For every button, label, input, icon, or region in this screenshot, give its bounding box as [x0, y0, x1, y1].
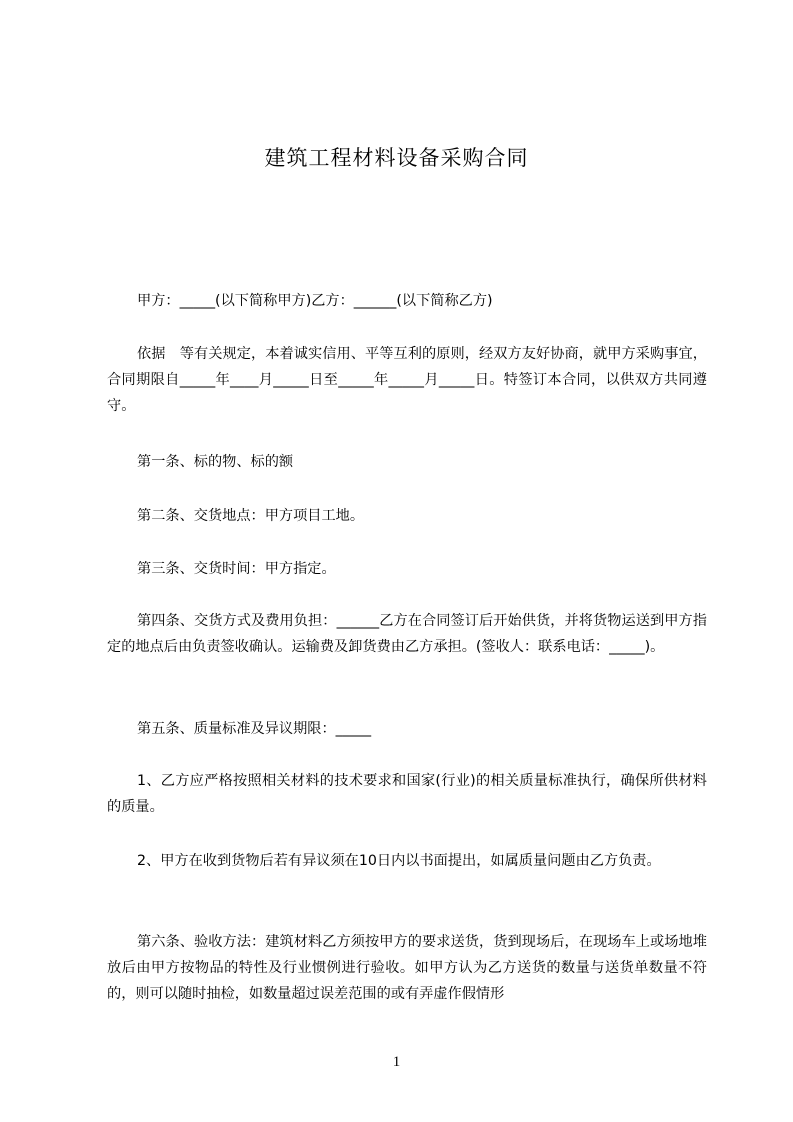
- article-6: 第六条、验收方法：建筑材料乙方须按甲方的要求送货，货到现场后，在现场车上或场地堆放后由甲方按物品的特性及行业惯例进行验收。如甲方认为乙方送货的数量与送货单数量不符的，则可以随时抽检，如数量超过误差范围的或有弄虚作假情形: [107, 934, 707, 1002]
- preamble-paragraph: 依据 等有关规定，本着诚实信用、平等互利的原则，经双方友好协商，就甲方采购事宜，合同期限自_____年____月_____日至_____年_____月_____日。特签订本合同，以供双方共同遵守。: [107, 346, 707, 414]
- article-5-item-2: 2、甲方在收到货物后若有异议须在10日内以书面提出，如属质量问题由乙方负责。: [137, 853, 661, 869]
- article-3: 第三条、交货时间：甲方指定。: [137, 561, 336, 577]
- parties-paragraph: 甲方：_____(以下简称甲方)乙方：______(以下简称乙方): [137, 293, 493, 309]
- article-5-item-1: 1、乙方应严格按照相关材料的技术要求和国家(行业)的相关质量标准执行，确保所供材料的质量。: [107, 773, 707, 815]
- article-1: 第一条、标的物、标的额: [137, 454, 294, 470]
- article-4: 第四条、交货方式及费用负担：______乙方在合同签订后开始供货，并将货物运送到甲方指定的地点后由负责签收确认。运输费及卸货费由乙方承担。(签收人：联系电话：_____)。: [107, 613, 707, 655]
- contract-title: 建筑工程材料设备采购合同: [264, 146, 529, 170]
- article-2: 第二条、交货地点：甲方项目工地。: [137, 508, 365, 524]
- page-number: 1: [392, 1054, 401, 1070]
- article-5: 第五条、质量标准及异议期限：_____: [137, 721, 372, 737]
